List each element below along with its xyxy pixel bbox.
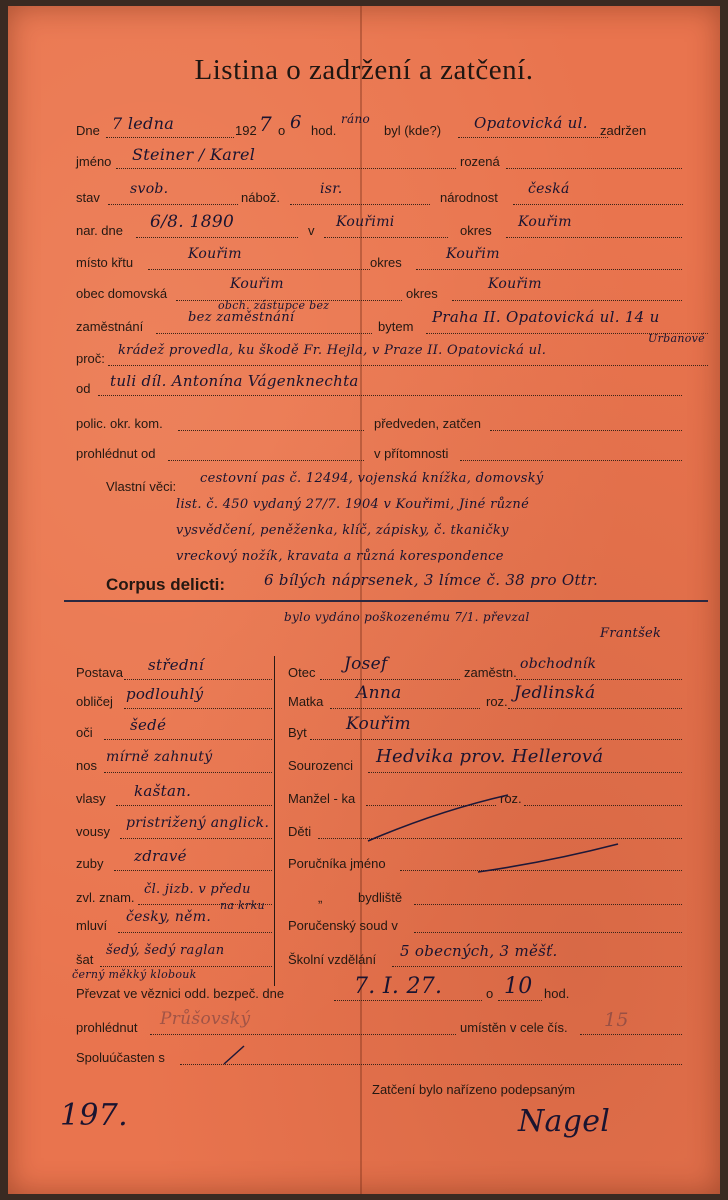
entry-bytem: Praha II. Opatovická ul. 14 u xyxy=(432,308,660,326)
label-stav: stav xyxy=(76,190,100,205)
label-otec-zamestn: zaměstn. xyxy=(464,665,517,680)
label-zatceni-narizeno: Zatčení bylo nařízeno podepsaným xyxy=(372,1082,576,1097)
rule-name xyxy=(116,168,456,169)
label-mluvi: mluví xyxy=(76,918,108,933)
entry-day: 7 ledna xyxy=(112,114,175,133)
rule-naboz xyxy=(290,204,430,205)
label-umisten: umístěn v cele čís. xyxy=(460,1020,568,1035)
rule-sat xyxy=(100,966,272,967)
label-obec-domovska: obec domovská xyxy=(76,286,168,301)
rule-prohlednut-od xyxy=(168,460,364,461)
label-zadrzen: zadržen xyxy=(600,123,647,138)
entry-narodnost: česká xyxy=(528,181,570,197)
entry-prevzat-datum: 7. I. 27. xyxy=(354,974,443,999)
entry-nos: mírně zahnutý xyxy=(106,749,213,765)
entry-vlasy: kaštan. xyxy=(134,782,192,800)
rule-where xyxy=(458,137,608,138)
label-v: v xyxy=(308,223,315,238)
entry-od: tuli díl. Antonína Vágenknechta xyxy=(110,372,359,390)
entry-nar-okres: Kouřim xyxy=(518,214,572,230)
rule-otec-zamestn xyxy=(516,679,682,680)
label-matka-roz: roz. xyxy=(486,694,508,709)
corpus-underline xyxy=(64,600,708,602)
label-manzel-roz: roz. xyxy=(500,791,522,806)
label-rozena: rozená xyxy=(460,154,500,169)
label-bytem: bytem xyxy=(378,319,414,334)
entry-zvl-znam-2: na krku xyxy=(220,899,265,912)
rule-polic xyxy=(178,430,364,431)
label-vlasy: vlasy xyxy=(76,791,106,806)
entry-matka-roz: Jedlinská xyxy=(514,683,596,703)
label-prevzat-hod: hod. xyxy=(544,986,570,1001)
label-sat: šat xyxy=(76,952,94,967)
entry-skolni: 5 obecných, 3 měšť. xyxy=(400,942,558,960)
entry-vlastni-veci-4: vreckový nožík, kravata a různá korespondence xyxy=(176,549,504,564)
label-otec: Otec xyxy=(288,665,316,680)
entry-year-digit: 7 xyxy=(259,112,273,136)
rule-vlasy xyxy=(116,805,272,806)
label-bydliste: bydliště xyxy=(358,890,403,905)
rule-oblicej xyxy=(124,708,272,709)
entry-mluvi: česky, něm. xyxy=(126,909,212,925)
entry-vlastni-veci-3: vysvědčení, peněženka, klíč, zápisky, č. tkaničky xyxy=(176,523,509,538)
entry-zamestnani: bez zaměstnání xyxy=(188,310,295,325)
label-sourozenci: Sourozenci xyxy=(288,758,354,773)
rule-krtu-okres xyxy=(416,269,682,270)
rule-od xyxy=(98,395,682,396)
rule-stav xyxy=(108,204,238,205)
entry-corpus-2: bylo vydáno poškozenému 7/1. převzal xyxy=(284,610,530,624)
entry-zuby: zdravé xyxy=(134,847,187,865)
rule-obec-okres xyxy=(452,300,682,301)
label-porucensky-soud: Poručenský soud v xyxy=(288,918,398,933)
entry-prohlednut: Průšovský xyxy=(160,1009,251,1029)
label-manzel-ka: Manžel - ka xyxy=(288,791,356,806)
entry-krtu-okres: Kouřim xyxy=(446,246,500,262)
entry-sat: šedý, šedý raglan xyxy=(106,943,225,958)
label-deti: Děti xyxy=(288,824,312,839)
label-nos: nos xyxy=(76,758,97,773)
label-byt: Byt xyxy=(288,725,307,740)
rule-zuby xyxy=(114,870,272,871)
label-porucnika-jmeno: Poručníka jméno xyxy=(288,856,386,871)
label-prohlednut-od: prohlédnut od xyxy=(76,446,156,461)
entry-obec-okres: Kouřim xyxy=(488,276,542,292)
entry-misto-krtu: Kouřim xyxy=(188,246,242,262)
rule-nar-dne xyxy=(136,237,298,238)
label-predveden: předveden, zatčen xyxy=(374,416,481,431)
entry-hour: 6 xyxy=(290,112,302,133)
rule-matka xyxy=(330,708,480,709)
label-vousy: vousy xyxy=(76,824,110,839)
rule-nos xyxy=(104,772,272,773)
entry-prevzat-hod: 10 xyxy=(504,974,533,999)
rule-rozena xyxy=(506,168,682,169)
label-zuby: zuby xyxy=(76,856,104,871)
entry-vlastni-veci-2: list. č. 450 vydaný 27/7. 1904 v Kouřimi, Jiné různé xyxy=(176,497,530,512)
rule-porucensky-soud xyxy=(414,932,682,933)
label-v-pritomnosti: v přítomnosti xyxy=(374,446,449,461)
rule-predveden xyxy=(490,430,682,431)
entry-naboz: isr. xyxy=(320,181,343,197)
label-year-prefix: 192 xyxy=(235,123,257,138)
label-hod: hod. xyxy=(311,123,337,138)
rule-nar-v xyxy=(324,237,448,238)
label-misto-krtu: místo křtu xyxy=(76,255,134,270)
signature: Nagel xyxy=(518,1104,611,1139)
label-nar-okres: okres xyxy=(460,223,492,238)
entry-corpus-signature: Frantšek xyxy=(600,626,662,641)
entry-sourozenci: Hedvika prov. Hellerová xyxy=(376,746,604,767)
rule-day xyxy=(106,137,234,138)
entry-zamestnani-note: obch. zástupce bez xyxy=(218,299,330,312)
rule-mluvi xyxy=(118,932,272,933)
entry-corpus-1: 6 bílých náprsenek, 3 límce č. 38 pro Ottr. xyxy=(264,571,599,589)
rule-prohlednut xyxy=(150,1034,456,1035)
entry-nar-v: Kouřimi xyxy=(336,214,395,230)
column-divider xyxy=(274,656,275,986)
rule-pritomnosti xyxy=(460,460,682,461)
entry-bytem-note: Urbanové xyxy=(648,332,705,345)
entry-oblicej: podlouhlý xyxy=(126,685,204,703)
entry-nar-dne: 6/8. 1890 xyxy=(150,212,235,232)
label-ditto: „ xyxy=(318,890,323,905)
strike-spoluucasten xyxy=(220,1042,250,1068)
label-narodnost: národnost xyxy=(440,190,498,205)
entry-byt: Kouřim xyxy=(346,714,411,734)
label-zamestnani: zaměstnání xyxy=(76,319,144,334)
entry-vousy: pristrižený anglick. xyxy=(126,815,270,831)
label-naboz: nábož. xyxy=(241,190,281,205)
entry-where: Opatovická ul. xyxy=(474,114,588,132)
entry-stav: svob. xyxy=(130,181,169,197)
label-matka: Matka xyxy=(288,694,324,709)
label-zvl-znam: zvl. znam. xyxy=(76,890,135,905)
label-corpus-delicti: Corpus delicti: xyxy=(106,575,226,594)
rule-prevzat-hod xyxy=(498,1000,542,1001)
entry-proc: krádež provedla, ku škodě Fr. Hejla, v Praze II. Opatovická ul. xyxy=(118,343,547,358)
label-prevzat: Převzat ve věznici odd. bezpeč. dne xyxy=(76,986,285,1001)
entry-matka: Anna xyxy=(356,683,402,703)
label-nar-dne: nar. dne xyxy=(76,223,123,238)
rule-misto-krtu xyxy=(148,269,370,270)
rule-otec xyxy=(320,679,460,680)
label-krtu-okres: okres xyxy=(370,255,402,270)
entry-otec-zamestn: obchodník xyxy=(520,656,597,672)
rule-sourozenci xyxy=(368,772,682,773)
rule-manzel-roz xyxy=(524,805,682,806)
rule-vousy xyxy=(120,838,272,839)
label-vlastni-veci: Vlastní věci: xyxy=(106,479,177,494)
label-skolni-vzdelani: Školní vzdělání xyxy=(288,952,377,967)
rule-spoluucasten xyxy=(180,1064,682,1065)
label-proc: proč: xyxy=(76,351,105,366)
rule-prevzat-datum xyxy=(334,1000,482,1001)
label-od: od xyxy=(76,381,91,396)
rule-byt xyxy=(310,739,682,740)
rule-proc xyxy=(108,365,708,366)
rule-skolni xyxy=(392,966,682,967)
entry-name: Steiner / Karel xyxy=(132,145,256,164)
rule-narodnost xyxy=(513,204,683,205)
entry-file-number: 197. xyxy=(60,1098,128,1133)
rule-matka-roz xyxy=(508,708,682,709)
rule-bydliste xyxy=(414,904,682,905)
label-polic-okr-kom: polic. okr. kom. xyxy=(76,416,163,431)
label-o: o xyxy=(278,123,286,138)
entry-zvl-znam: čl. jizb. v předu xyxy=(144,882,251,897)
rule-oci xyxy=(104,739,272,740)
rule-nar-okres xyxy=(506,237,682,238)
entry-time-of-day: ráno xyxy=(341,112,371,126)
label-spoluucasten: Spoluúčasten s xyxy=(76,1050,165,1065)
rule-postava xyxy=(124,679,272,680)
entry-postava: střední xyxy=(148,656,204,674)
strike-porucnik xyxy=(468,838,628,878)
form-title: Listina o zadržení a zatčení. xyxy=(194,54,534,86)
form-sheet xyxy=(8,6,720,1194)
entry-oci: šedé xyxy=(130,716,167,734)
label-postava: Postava xyxy=(76,665,123,680)
label-oblicej: obličej xyxy=(76,694,113,709)
label-obec-okres: okres xyxy=(406,286,438,301)
entry-sat-2: černý měkký klobouk xyxy=(72,968,197,981)
label-oci: oči xyxy=(76,725,93,740)
label-prohlednut: prohlédnut xyxy=(76,1020,138,1035)
entry-cela: 15 xyxy=(604,1009,629,1031)
label-byl-kde: byl (kde?) xyxy=(384,123,442,138)
label-prevzat-o: o xyxy=(486,986,494,1001)
entry-obec: Kouřim xyxy=(230,276,284,292)
entry-otec: Josef xyxy=(344,654,388,674)
rule-cela xyxy=(580,1034,682,1035)
label-jmeno: jméno xyxy=(76,154,112,169)
entry-vlastni-veci-1: cestovní pas č. 12494, vojenská knížka, domovský xyxy=(200,471,544,486)
label-dne: Dne xyxy=(76,123,100,138)
rule-zamestnani xyxy=(156,333,372,334)
